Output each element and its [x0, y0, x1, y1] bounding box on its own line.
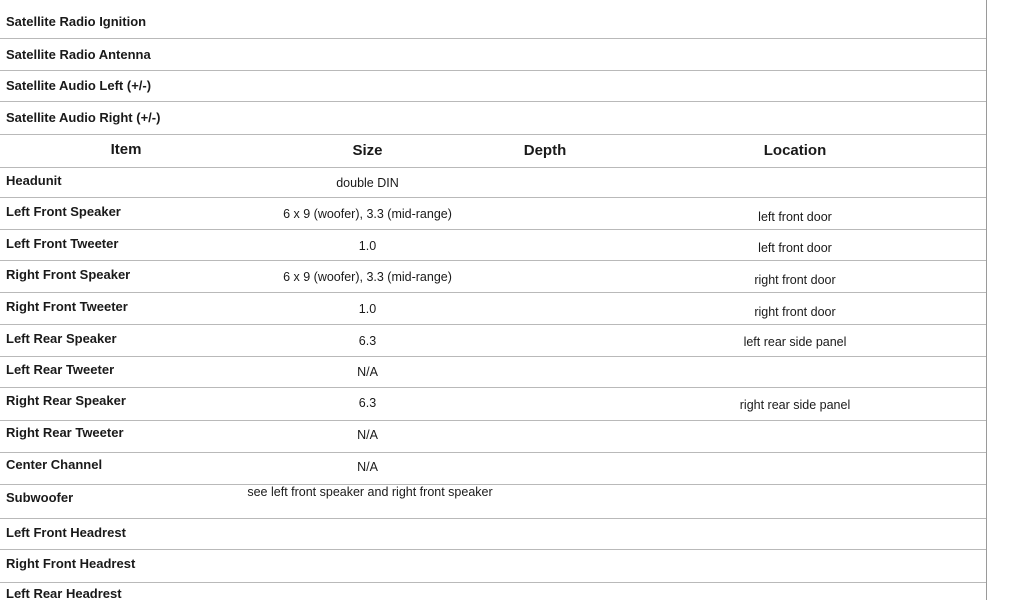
- location-cell: right front door: [754, 305, 836, 319]
- header-size: Size: [352, 142, 383, 159]
- size-cell: N/A: [357, 428, 378, 442]
- table-row: [0, 39, 986, 71]
- depth-cell: [470, 293, 620, 324]
- item-cell: Satellite Radio Ignition: [6, 14, 147, 29]
- table-row: [0, 421, 986, 453]
- location-cell: left rear side panel: [743, 335, 847, 349]
- size-cell: N/A: [357, 460, 378, 474]
- location-cell: [640, 550, 950, 582]
- size-cell: 1.0: [358, 302, 377, 316]
- location-cell: [640, 583, 950, 600]
- table-row: [0, 357, 986, 388]
- size-cell: see left front speaker and right front speaker: [247, 485, 493, 499]
- item-cell: Left Front Tweeter: [6, 236, 119, 251]
- size-cell: double DIN: [336, 175, 399, 190]
- size-cell: 6.3: [358, 396, 377, 410]
- location-cell: [640, 168, 950, 197]
- depth-cell: [470, 357, 620, 387]
- depth-cell: [470, 388, 620, 420]
- item-cell: Right Front Tweeter: [6, 299, 128, 314]
- header-location: Location: [763, 142, 827, 159]
- table-row: [0, 583, 986, 600]
- table-row: [0, 102, 986, 135]
- table-row: [0, 325, 986, 357]
- table-row: [0, 293, 986, 325]
- location-cell: left front door: [758, 210, 832, 224]
- table-row: [0, 550, 986, 583]
- size-cell: 6 x 9 (woofer), 3.3 (mid-range): [283, 270, 452, 284]
- depth-cell: [470, 550, 620, 582]
- depth-cell: [470, 198, 620, 229]
- item-cell: Right Rear Tweeter: [6, 425, 124, 440]
- table-row: [0, 0, 986, 39]
- table-row: [0, 261, 986, 293]
- table-row: [0, 453, 986, 485]
- size-cell: 1.0: [358, 239, 377, 253]
- depth-cell: [470, 583, 620, 600]
- table-row: [0, 519, 986, 550]
- item-cell: Right Rear Speaker: [6, 393, 126, 408]
- size-cell: 6.3: [358, 334, 377, 348]
- table-row: [0, 485, 986, 519]
- location-cell: [640, 357, 950, 387]
- location-cell: [640, 421, 950, 452]
- depth-cell: [470, 453, 620, 484]
- header-item: Item: [110, 141, 142, 158]
- location-cell: [640, 519, 950, 549]
- location-cell: right rear side panel: [739, 398, 851, 412]
- size-cell: N/A: [357, 365, 378, 379]
- item-cell: Right Front Headrest: [6, 556, 136, 571]
- location-cell: right front door: [754, 273, 836, 287]
- item-cell: Subwoofer: [6, 490, 74, 505]
- depth-cell: [470, 168, 620, 197]
- table-row: [0, 388, 986, 421]
- item-cell: Satellite Audio Left (+/-): [6, 78, 152, 93]
- item-cell: Left Rear Headrest: [6, 586, 122, 601]
- item-cell: Satellite Audio Right (+/-): [6, 110, 161, 125]
- table-right-border: [986, 0, 987, 600]
- table-header: [0, 135, 986, 168]
- item-cell: Left Front Speaker: [6, 204, 121, 219]
- table-row: [0, 71, 986, 102]
- table-row: [0, 230, 986, 261]
- depth-cell: [470, 485, 620, 518]
- header-depth: Depth: [523, 142, 567, 159]
- item-cell: Left Rear Tweeter: [6, 362, 115, 377]
- depth-cell: [470, 261, 620, 292]
- location-cell: [640, 453, 950, 484]
- table-row: [0, 198, 986, 230]
- item-cell: Center Channel: [6, 457, 103, 472]
- location-cell: left front door: [758, 241, 832, 255]
- item-cell: Satellite Radio Antenna: [6, 46, 151, 62]
- table-row: [0, 168, 986, 198]
- item-cell: Right Front Speaker: [6, 267, 131, 282]
- depth-cell: [470, 325, 620, 356]
- size-cell: 6 x 9 (woofer), 3.3 (mid-range): [283, 207, 452, 221]
- item-cell: Headunit: [6, 173, 62, 188]
- depth-cell: [470, 519, 620, 549]
- depth-cell: [470, 230, 620, 260]
- item-cell: Left Rear Speaker: [6, 331, 117, 346]
- depth-cell: [470, 421, 620, 452]
- location-cell: [640, 485, 950, 518]
- item-cell: Left Front Headrest: [6, 525, 126, 540]
